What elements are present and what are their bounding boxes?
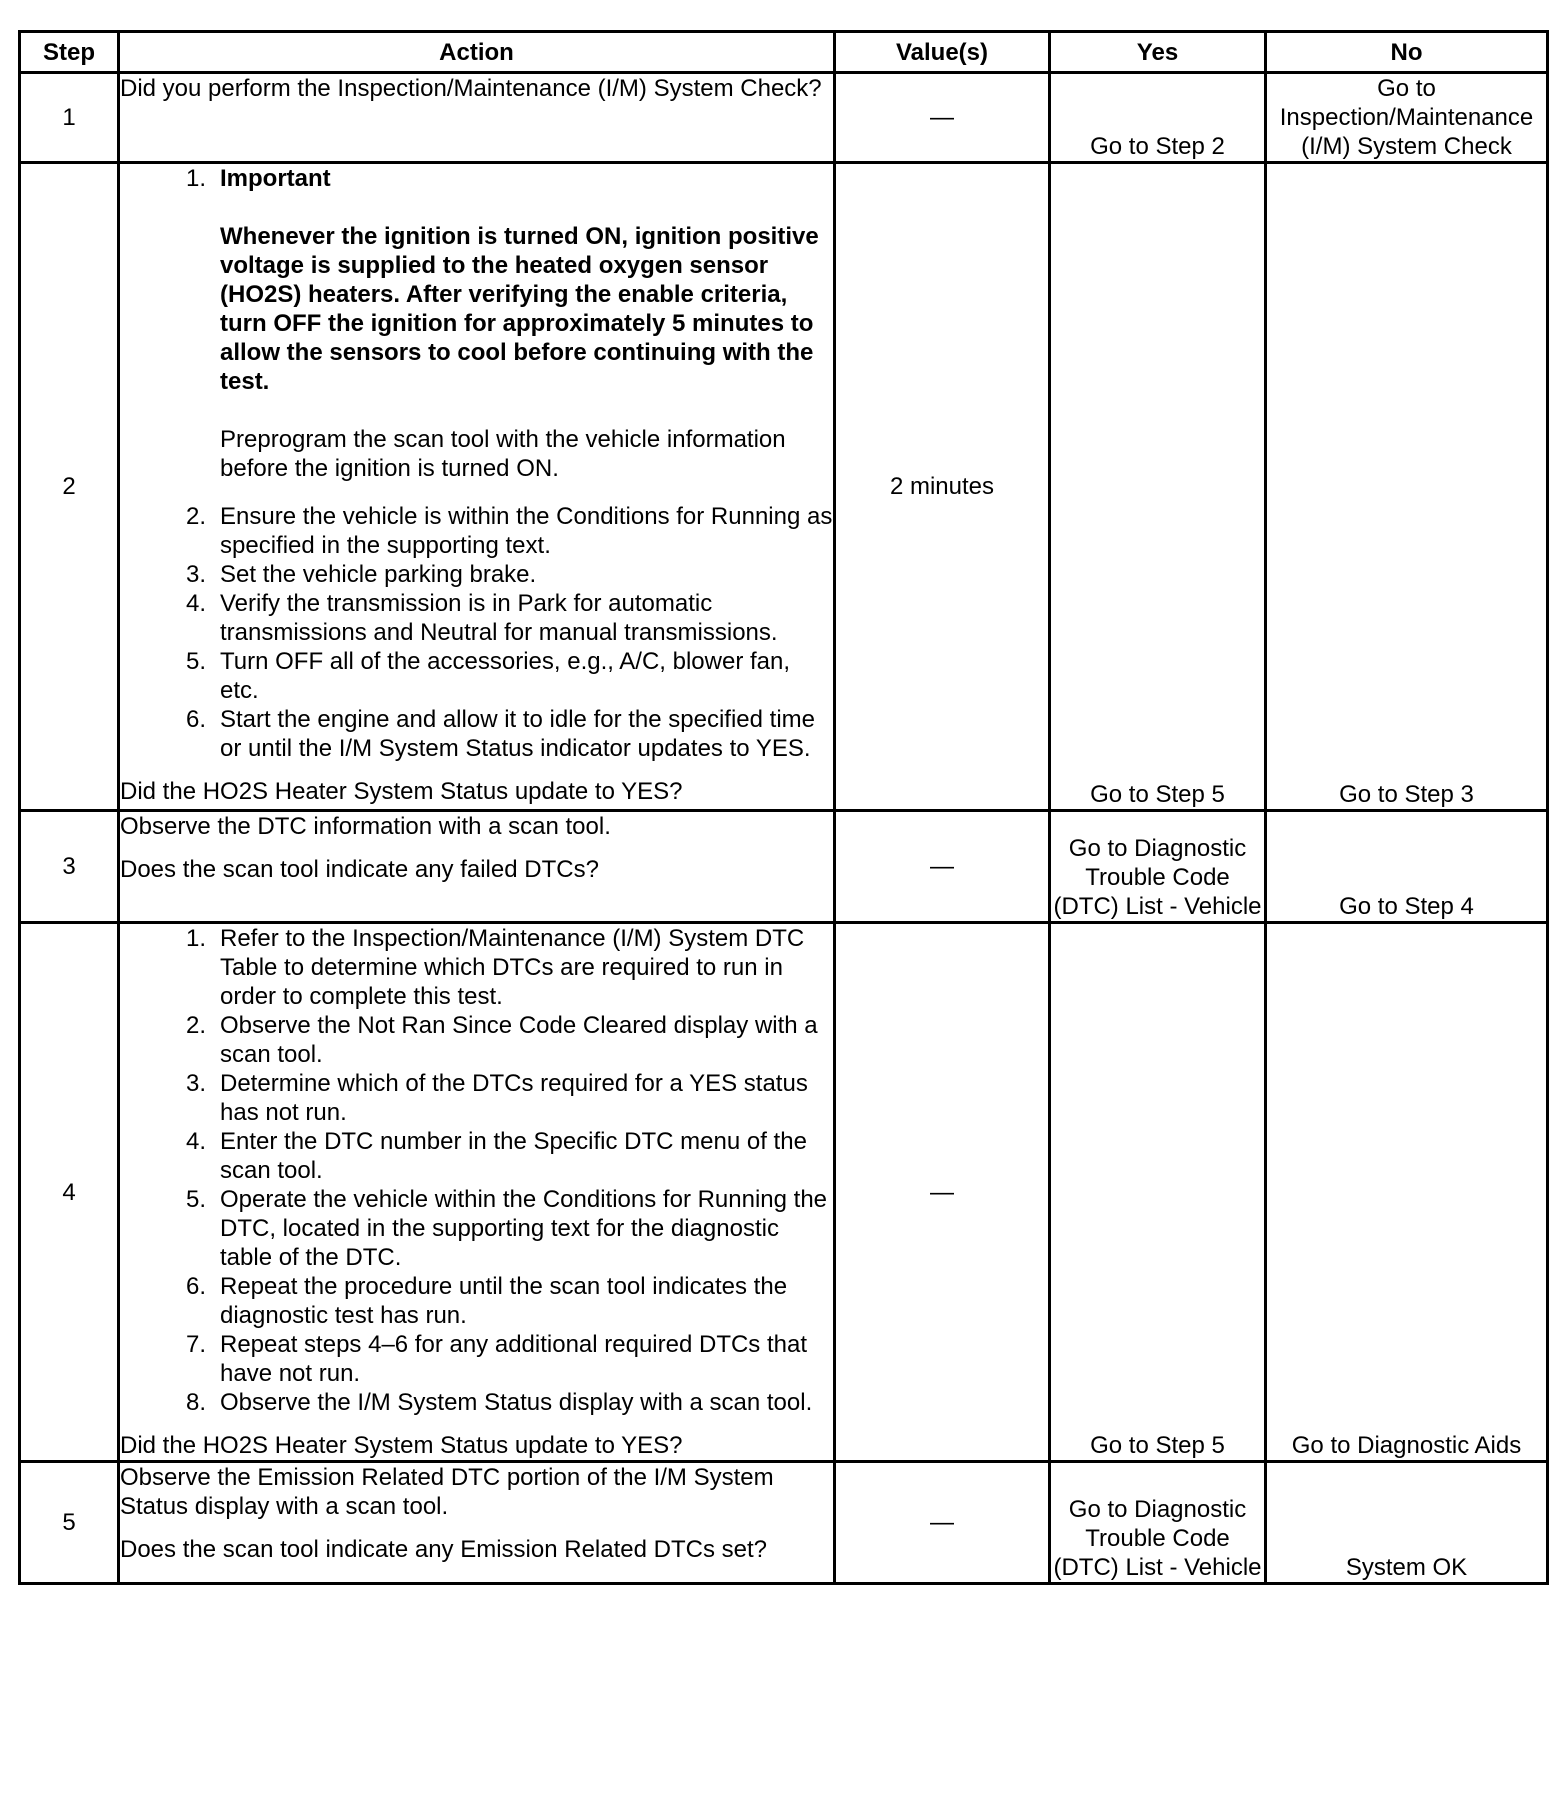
item-number: 2. xyxy=(186,1012,207,1039)
list-item xyxy=(120,1388,833,1417)
item-number: 5. xyxy=(186,648,207,675)
list-item xyxy=(120,164,833,502)
item-text: Enter the DTC number in the Specific DTC menu of the scan tool. xyxy=(220,1128,807,1184)
list-item xyxy=(120,1011,833,1069)
action-cell xyxy=(119,811,835,923)
yes-outcome: Go to Diagnostic Trouble Code (DTC) List - Vehicle xyxy=(1050,811,1266,923)
diagnostic-table xyxy=(18,30,1549,1585)
list-item xyxy=(120,502,833,560)
yes-outcome: Go to Step 5 xyxy=(1050,163,1266,811)
item-text: Ensure the vehicle is within the Conditions for Running as specified in the supporting text. xyxy=(220,503,833,559)
no-outcome: Go to Inspection/Maintenance (I/M) System Check xyxy=(1266,73,1548,163)
action-text: Observe the Emission Related DTC portion of the I/M System Status display with a scan tool. xyxy=(120,1464,774,1520)
yes-outcome: Go to Step 5 xyxy=(1050,923,1266,1462)
action-cell xyxy=(119,163,835,811)
item-text: Observe the I/M System Status display with a scan tool. xyxy=(220,1389,813,1416)
no-outcome: System OK xyxy=(1266,1462,1548,1584)
table-row xyxy=(20,73,1548,163)
item-text: Verify the transmission is in Park for automatic transmissions and Neutral for manual transmissions. xyxy=(220,590,778,646)
item-text: Determine which of the DTCs required for a YES status has not run. xyxy=(220,1070,808,1126)
list-item xyxy=(120,924,833,1011)
list-item xyxy=(120,647,833,705)
item-text: Repeat the procedure until the scan tool indicates the diagnostic test has run. xyxy=(220,1273,788,1329)
item-number: 5. xyxy=(186,1186,207,1213)
action-text: Did you perform the Inspection/Maintenance (I/M) System Check? xyxy=(120,75,822,102)
step-number: 3 xyxy=(20,811,119,923)
value-cell: — xyxy=(835,1462,1050,1584)
step-number: 1 xyxy=(20,73,119,163)
no-outcome: Go to Diagnostic Aids xyxy=(1266,923,1548,1462)
item-number: 6. xyxy=(186,1273,207,1300)
list-item xyxy=(120,1330,833,1388)
item-number: 1. xyxy=(186,165,207,192)
table-row xyxy=(20,1462,1548,1584)
important-title: Important xyxy=(220,165,331,192)
item-number: 4. xyxy=(186,1128,207,1155)
list-item xyxy=(120,589,833,647)
value-cell: — xyxy=(835,923,1050,1462)
procedure-list xyxy=(120,924,833,1417)
header-yes: Yes xyxy=(1050,32,1266,73)
list-item xyxy=(120,1069,833,1127)
important-body: Whenever the ignition is turned ON, ignition positive voltage is supplied to the heated oxygen sensor (HO2S) heaters. After verifying the enable criteria, turn OFF the ignition for approximately 5 minutes to allow the sensors to cool before continuing with the test. xyxy=(220,223,819,395)
header-row xyxy=(20,32,1548,73)
table-row xyxy=(20,811,1548,923)
question-text: Does the scan tool indicate any Emission Related DTCs set? xyxy=(120,1536,767,1563)
item-number: 4. xyxy=(186,590,207,617)
table-row xyxy=(20,163,1548,811)
value-cell: — xyxy=(835,811,1050,923)
item-number: 2. xyxy=(186,503,207,530)
item-text: Operate the vehicle within the Conditions for Running the DTC, located in the supporting text for the diagnostic table of the DTC. xyxy=(220,1186,828,1271)
question-text: Did the HO2S Heater System Status update to YES? xyxy=(120,778,683,805)
action-text: Observe the DTC information with a scan tool. xyxy=(120,813,611,840)
yes-outcome: Go to Diagnostic Trouble Code (DTC) List - Vehicle xyxy=(1050,1462,1266,1584)
header-step: Step xyxy=(20,32,119,73)
step-number: 5 xyxy=(20,1462,119,1584)
action-cell xyxy=(119,1462,835,1584)
item-number: 3. xyxy=(186,1070,207,1097)
action-cell xyxy=(119,73,835,163)
step-number: 4 xyxy=(20,923,119,1462)
header-no: No xyxy=(1266,32,1548,73)
item-text: Repeat steps 4–6 for any additional required DTCs that have not run. xyxy=(220,1331,808,1387)
item-number: 3. xyxy=(186,561,207,588)
list-item xyxy=(120,1127,833,1185)
item-number: 7. xyxy=(186,1331,207,1358)
action-cell xyxy=(119,923,835,1462)
no-outcome: Go to Step 4 xyxy=(1266,811,1548,923)
item-text: Refer to the Inspection/Maintenance (I/M) System DTC Table to determine which DTCs are required to run in order to complete this test. xyxy=(220,925,805,1010)
table-row xyxy=(20,923,1548,1462)
list-item xyxy=(120,560,833,589)
procedure-list xyxy=(120,164,833,763)
step-number: 2 xyxy=(20,163,119,811)
list-item xyxy=(120,705,833,763)
question-text: Does the scan tool indicate any failed DTCs? xyxy=(120,856,599,883)
item-text: Turn OFF all of the accessories, e.g., A/C, blower fan, etc. xyxy=(220,648,791,704)
item-text: Set the vehicle parking brake. xyxy=(220,561,537,588)
item-text: Observe the Not Ran Since Code Cleared display with a scan tool. xyxy=(220,1012,818,1068)
header-action: Action xyxy=(119,32,835,73)
header-values: Value(s) xyxy=(835,32,1050,73)
item-number: 1. xyxy=(186,925,207,952)
question-text: Did the HO2S Heater System Status update to YES? xyxy=(120,1432,683,1459)
item-number: 6. xyxy=(186,706,207,733)
yes-outcome: Go to Step 2 xyxy=(1050,73,1266,163)
list-item xyxy=(120,1272,833,1330)
value-cell: — xyxy=(835,73,1050,163)
list-item xyxy=(120,1185,833,1272)
no-outcome: Go to Step 3 xyxy=(1266,163,1548,811)
item-text: Start the engine and allow it to idle for the specified time or until the I/M System Status indicator updates to YES. xyxy=(220,706,816,762)
item-number: 8. xyxy=(186,1389,207,1416)
important-note: Preprogram the scan tool with the vehicle information before the ignition is turned ON. xyxy=(220,426,786,482)
value-cell: 2 minutes xyxy=(835,163,1050,811)
